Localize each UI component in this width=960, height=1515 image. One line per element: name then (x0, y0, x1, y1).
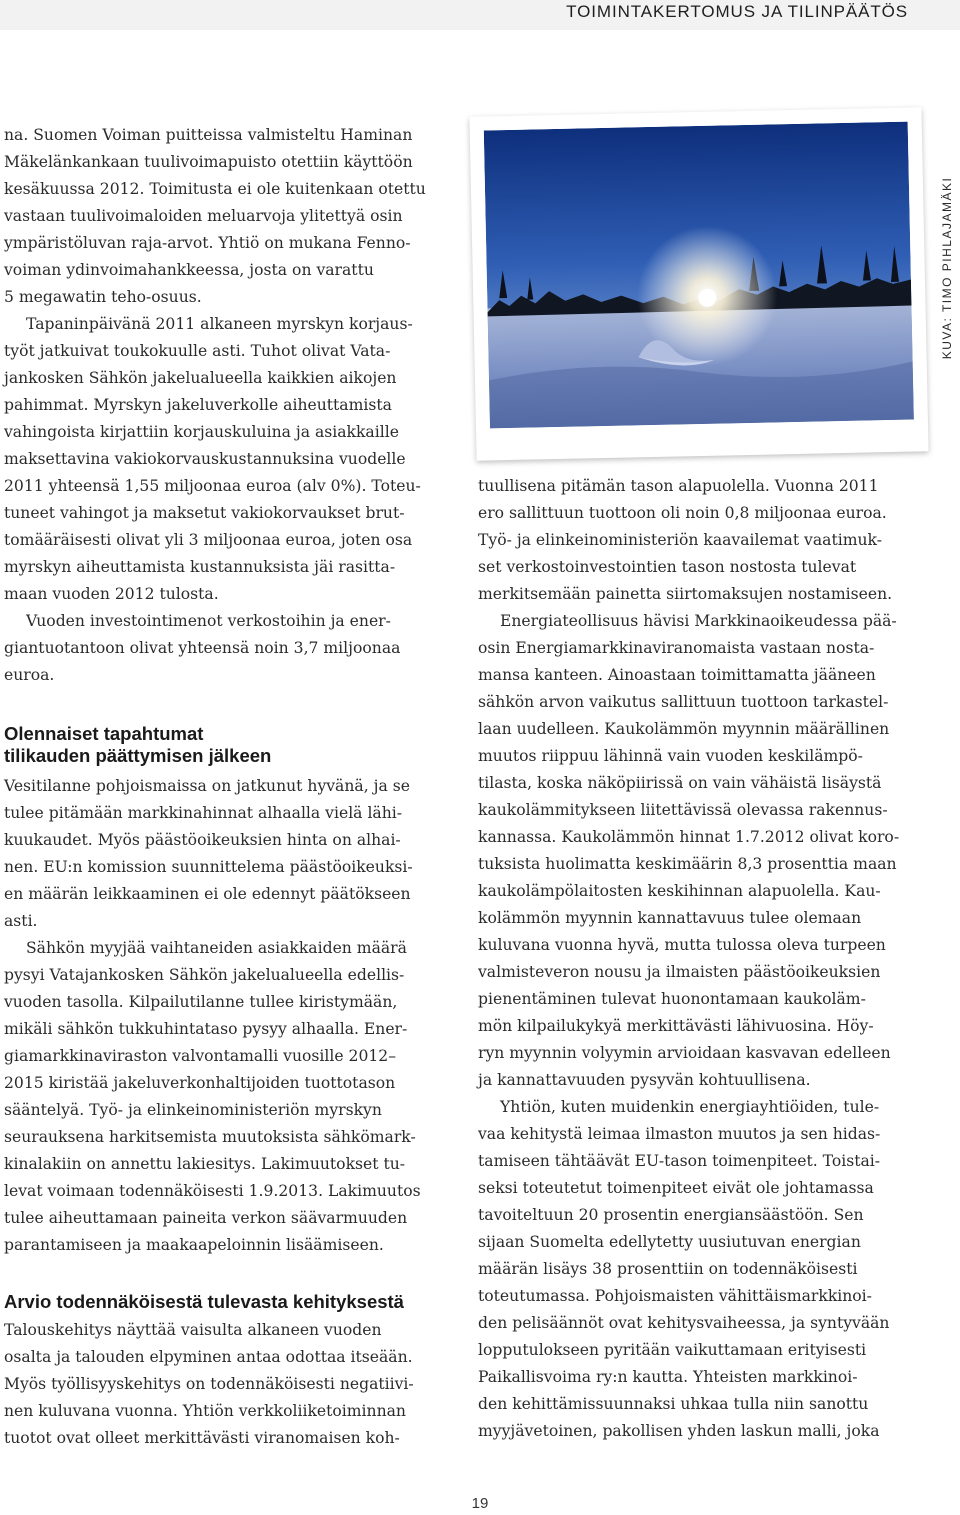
text-line: määrän lisäys 38 prosenttiin on todennäköisesti (478, 1260, 858, 1278)
section-heading-events-after-period (4, 723, 444, 767)
text-line: sijaan Suomelta edellytetty uusiutuvan energian (478, 1233, 861, 1251)
text-line: kesäkuussa 2012. Toimitusta ei ole kuitenkaan otettu (4, 180, 426, 198)
paragraph (478, 608, 918, 1094)
text-line: 2011 yhteensä 1,55 miljoonaa euroa (alv 0%). Toteu- (4, 477, 421, 495)
text-line: vuoden tasolla. Kilpailutilanne tullee kiristymään, (4, 993, 398, 1011)
running-header (0, 0, 960, 30)
text-line: kolämmön myynnin kannattavuus tulee olemaan (478, 909, 862, 927)
text-line: vaa kehitystä leimaa ilmaston muutos ja sen hidas- (478, 1125, 881, 1143)
text-line: asti. (4, 912, 38, 930)
text-line: kaukolämpölaitosten keskihinnan alapuolella. Kau- (478, 882, 881, 900)
text-line: 2015 kiristää jakeluverkonhaltijoiden tuottotason (4, 1074, 396, 1092)
text-line: Paikallisvoima ry:n kautta. Yhteisten markkinoi- (478, 1368, 858, 1386)
text-line: ryn myynnin volyymin arvioidaan kasvavan edelleen (478, 1044, 891, 1062)
text-line: tulee aiheuttamaan paineita verkon säävarmuuden (4, 1209, 408, 1227)
text-line: Työ- ja elinkeinoministeriön kaavailemat vaatimuk- (478, 531, 882, 549)
page-number: 19 (471, 1495, 489, 1512)
text-line: mansa kanteen. Ainoastaan toimittamatta jääneen (478, 666, 876, 684)
text-line: tulee pitämään markkinahinnat alhaalla vielä lähi- (4, 804, 403, 822)
section-heading-future-outlook (4, 1291, 444, 1313)
text-line: sähkön arvon vaikutus sallittuun tuottoon tarkastel- (478, 693, 889, 711)
text-line: osin Energiamarkkinaviranomaista vastaan nosta- (478, 639, 875, 657)
text-line: maan vuoden 2012 tulosta. (4, 585, 219, 603)
text-line: seurauksena harkitsemista muutoksista sähkömark- (4, 1128, 416, 1146)
text-line: osalta ja talouden elpyminen antaa odottaa itseään. (4, 1348, 413, 1366)
text-line: tomääräisesti olivat yli 3 miljoonaa euroa, joten osa (4, 531, 413, 549)
text-line: pahimmat. Myrskyn jakeluverkolle aiheuttamista (4, 396, 392, 414)
text-line: pienentäminen tulevat huonontamaan kaukoläm- (478, 990, 866, 1008)
text-line: maksettavina vakiokorvauskustannuksina vuodelle (4, 450, 406, 468)
text-line: Myös työllisyyskehitys on todennäköisesti negatiivi- (4, 1375, 414, 1393)
text-line: valmisteveron nousu ja ilmaisten päästöoikeuksien (478, 963, 881, 981)
text-line: tavoiteltuun 20 prosentin energiansäästöön. Sen (478, 1206, 864, 1224)
paragraph (4, 935, 444, 1259)
text-line: laan uudelleen. Kaukolämmön myynnin määrällinen (478, 720, 890, 738)
text-line: nen kuluvana vuonna. Yhtiön verkkoliiketoiminnan (4, 1402, 406, 1420)
text-line: seksi toteutetut toimenpiteet eivät ole johtamassa (478, 1179, 874, 1197)
text-line: den kehittämissuunnaksi uhkaa tulla niin sanottu (478, 1395, 869, 1413)
photo-credit: KUVA: TIMO PIHLAJAMÄKI (940, 176, 954, 360)
text-line: mikäli sähkön tukkuhintataso pysyy alhaalla. Ener- (4, 1020, 408, 1038)
text-line: kannassa. Kaukolämmön hinnat 1.7.2012 olivat koro- (478, 828, 900, 846)
heading-line: Arvio todennäköisestä tulevasta kehityksestä (4, 1291, 404, 1312)
winter-sunset-photo (484, 122, 914, 429)
text-line: set verkostoinvestointien tason nostosta tulevat (478, 558, 857, 576)
paragraph (4, 311, 444, 608)
text-line: den pelisäännöt ovat kehitysvaiheessa, ja syntyvään (478, 1314, 890, 1332)
paragraph (4, 608, 444, 689)
text-line: ja kannattavuuden pysyvän kohtuullisena. (478, 1071, 811, 1089)
heading-line: tilikauden päättymisen jälkeen (4, 745, 272, 766)
text-line: myyjävetoinen, pakollisen yhden laskun malli, joka (478, 1422, 880, 1440)
text-line: euroa. (4, 666, 55, 684)
text-line: parantamiseen ja maakaapeloinnin lisäämiseen. (4, 1236, 384, 1254)
left-column (4, 122, 444, 1452)
text-line: mön kilpailukykyä merkittävästi lähivuosina. Höy- (478, 1017, 874, 1035)
paragraph (478, 473, 918, 608)
text-line: tuotot ovat olleet merkittävästi viranomaisen koh- (4, 1429, 400, 1447)
text-line: kinalakiin on annettu lakiesitys. Lakimuutokset tu- (4, 1155, 406, 1173)
text-line: Talouskehitys näyttää vaisulta alkaneen vuoden (4, 1321, 382, 1339)
text-line: vahingoista kirjattiin korjauskuluina ja asiakkaille (4, 423, 399, 441)
text-line: Vuoden investointimenot verkostoihin ja ener- (26, 612, 391, 630)
text-line: vastaan tuulivoimaloiden meluarvoja ylitettyä osin (4, 207, 403, 225)
text-line: myrskyn aiheuttamista kustannuksista jäi rasitta- (4, 558, 396, 576)
text-line: tuullisena pitämän tason alapuolella. Vuonna 2011 (478, 477, 879, 495)
paragraph (4, 122, 444, 311)
text-line: ympäristöluvan raja-arvot. Yhtiö on mukana Fenno- (4, 234, 411, 252)
text-line: muutos riippuu lähinnä vain vuoden keskilämpö- (478, 747, 863, 765)
text-line: Vesitilanne pohjoismaissa on jatkunut hyvänä, ja se (4, 777, 410, 795)
text-line: ero sallittuun tuottoon oli noin 0,8 miljoonaa euroa. (478, 504, 887, 522)
text-line: na. Suomen Voiman puitteissa valmisteltu Haminan (4, 126, 413, 144)
text-line: Energiateollisuus hävisi Markkinaoikeudessa pää- (500, 612, 897, 630)
text-line: giamarkkinaviraston valvontamalli vuosille 2012– (4, 1047, 397, 1065)
text-line: nen. EU:n komission suunnittelema päästöoikeuksi- (4, 858, 413, 876)
text-line: jankosken Sähkön jakelualueella kaikkien aikojen (4, 369, 397, 387)
text-line: tuksista huolimatta keskimäärin 8,3 prosenttia maan (478, 855, 897, 873)
text-line: kuukaudet. Myös päästöoikeuksien hinta on alhai- (4, 831, 401, 849)
text-line: Mäkelänkankaan tuulivoimapuisto otettiin käyttöön (4, 153, 413, 171)
text-line: en määrän leikkaaminen ei ole edennyt päätökseen (4, 885, 411, 903)
paragraph (478, 1094, 918, 1445)
text-line: pysyi Vatajankosken Sähkön jakelualueella edellis- (4, 966, 405, 984)
text-line: voiman ydinvoimahankkeessa, josta on varattu (4, 261, 374, 279)
heading-line: Olennaiset tapahtumat (4, 723, 204, 744)
text-line: sääntelyä. Työ- ja elinkeinoministeriön myrskyn (4, 1101, 382, 1119)
text-line: levat voimaan todennäköisesti 1.9.2013. Lakimuutos (4, 1182, 421, 1200)
text-line: kaukolämmitykseen liitettävissä olevassa rakennus- (478, 801, 888, 819)
text-line: työt jatkuivat toukokuulle asti. Tuhot olivat Vata- (4, 342, 391, 360)
paragraph (4, 1317, 444, 1452)
text-line: 5 megawatin teho-osuus. (4, 288, 202, 306)
text-line: tamiseen tähtäävät EU-tason toimenpiteet. Toistai- (478, 1152, 881, 1170)
text-line: tuneet vahingot ja maksetut vakiokorvaukset brut- (4, 504, 405, 522)
text-line: kuluvana vuonna hyvä, mutta tulossa oleva turpeen (478, 936, 886, 954)
right-column (478, 473, 918, 1445)
paragraph (4, 773, 444, 935)
text-line: giantuotantoon olivat yhteensä noin 3,7 miljoonaa (4, 639, 401, 657)
text-line: Yhtiön, kuten muidenkin energiayhtiöiden, tule- (500, 1098, 880, 1116)
photo-frame (469, 107, 928, 460)
text-line: Sähkön myyjää vaihtaneiden asiakkaiden määrä (26, 939, 407, 957)
text-line: lopputulokseen pyritään vaikuttamaan erityisesti (478, 1341, 867, 1359)
text-line: tilasta, koska näköpiirissä on vain vähäistä lisäystä (478, 774, 882, 792)
header-title: TOIMINTAKERTOMUS JA TILINPÄÄTÖS (566, 2, 908, 21)
text-line: merkitsemään painetta siirtomaksujen nostamiseen. (478, 585, 893, 603)
text-line: toteutumassa. Pohjoismaisten vähittäismarkkinoi- (478, 1287, 872, 1305)
text-line: Tapaninpäivänä 2011 alkaneen myrskyn korjaus- (26, 315, 413, 333)
